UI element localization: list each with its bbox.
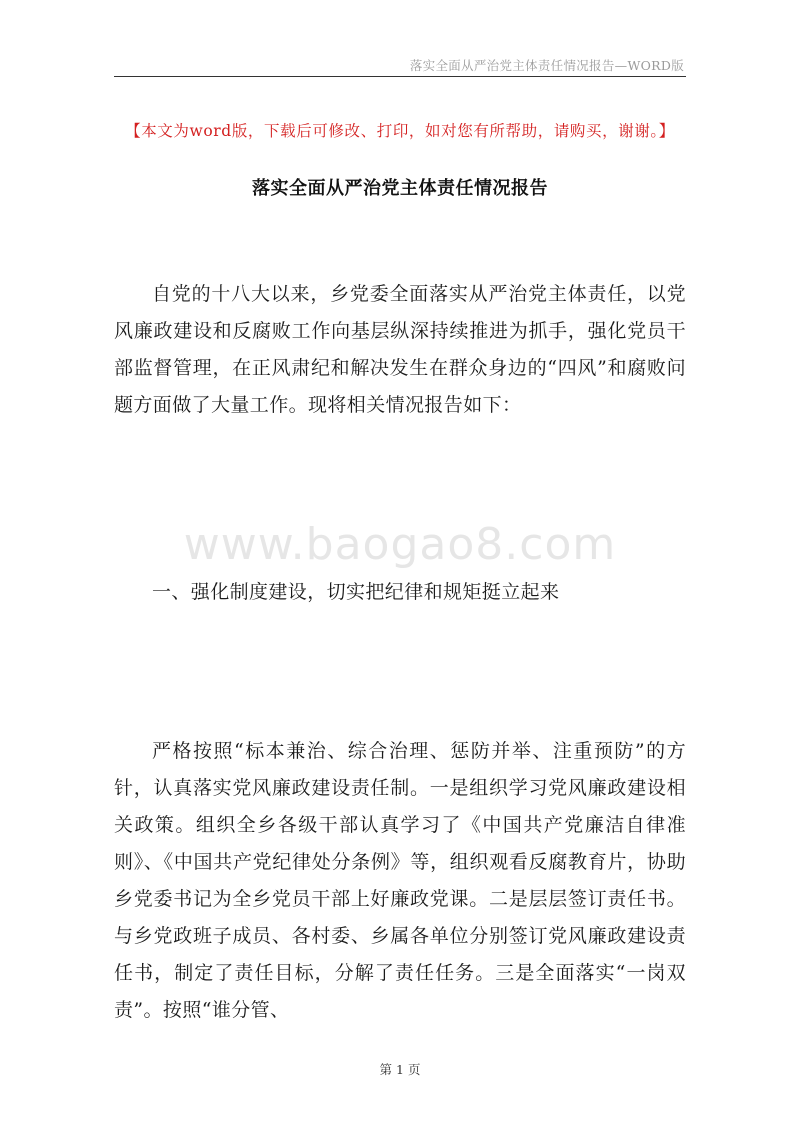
intro-paragraph: 自党的十八大以来，乡党委全面落实从严治党主体责任，以党风廉政建设和反腐败工作向基层纵深持续推进为抓手，强化党员干部监督管理，在正风肃纪和解决发生在群众身边的“四风”和腐败问题方面做了大量工作。现将相关情况报告如下： — [114, 283, 686, 416]
header-divider — [114, 76, 686, 77]
running-header: 落实全面从严治党主体责任情况报告—WORD版 — [409, 58, 684, 73]
watermark-text: www.baogao8.com — [183, 519, 617, 570]
download-notice: 【本文为word版，下载后可修改、打印，如对您有所帮助，请购买，谢谢。】 — [125, 122, 675, 140]
body-paragraph: 严格按照“标本兼治、综合治理、惩防并举、注重预防”的方针，认真落实党风廉政建设责任制。一是组织学习党风廉政建设相关政策。组织全乡各级干部认真学习了《中国共产党廉洁自律准则》、《中国共产党纪律处分条例》等，组织观看反腐教育片，协助乡党委书记为全乡党员干部上好廉政党课。二是层层签订责任书。与乡党政班子成员、各村委、乡属各单位分别签订党风廉政建设责任书，制定了责任目标，分解了责任任务。三是全面落实“一岗双责”。按照“谁分管、 — [114, 740, 686, 1021]
page-number: 第 1 页 — [379, 1062, 421, 1077]
section-heading: 一、强化制度建设，切实把纪律和规矩挺立起来 — [152, 581, 560, 603]
document-title: 落实全面从严治党主体责任情况报告 — [252, 178, 548, 199]
